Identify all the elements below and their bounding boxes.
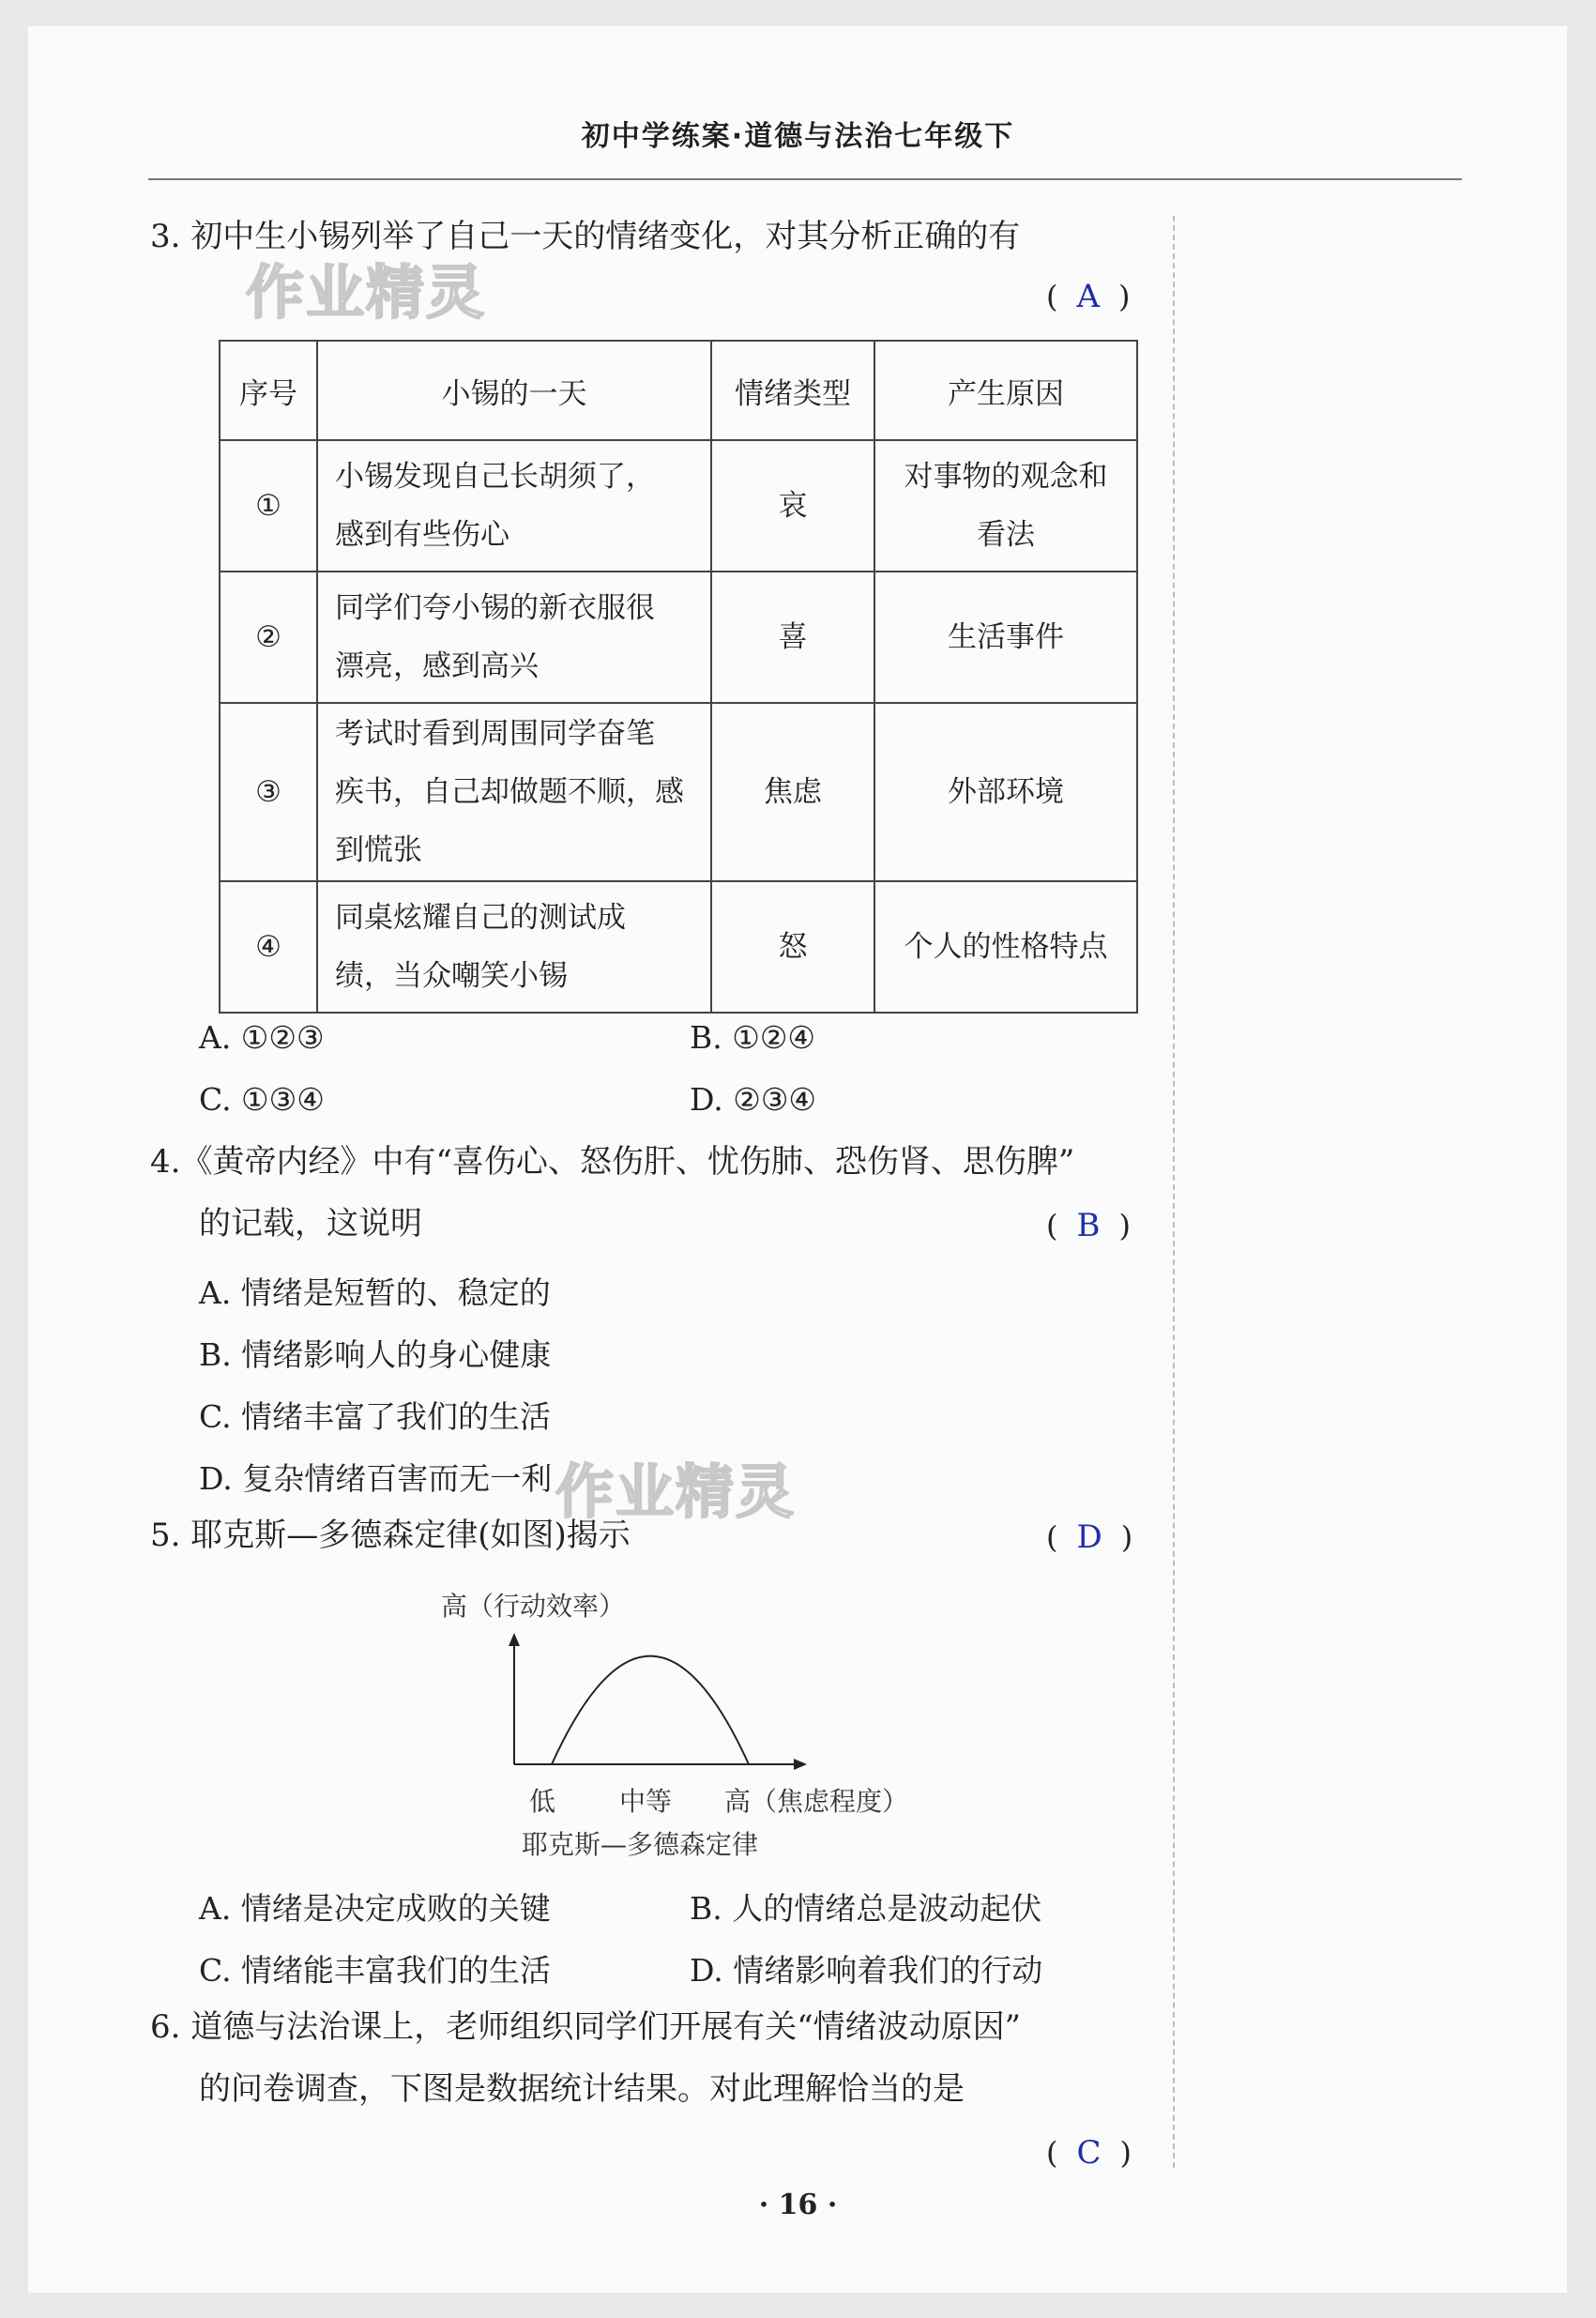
answer-letter: A <box>1076 278 1101 315</box>
table-header-cell: 序号 <box>220 341 317 440</box>
cause-cell: 外部环境 <box>874 703 1137 881</box>
question-3-answer: ( A ) <box>1046 278 1131 315</box>
question-4-stem: 4.《黄帝内经》中有“喜伤心、怒伤肝、忧伤肺、恐伤肾、思伤脾” <box>150 1143 1075 1181</box>
question-6-stem-cont: 的问卷调查，下图是数据统计结果。对此理解恰当的是 <box>199 2070 965 2108</box>
question-6-answer: ( C ) <box>1046 2134 1132 2172</box>
answer-letter: C <box>1076 2134 1102 2172</box>
q4-option-d: D. 复杂情绪百害而无一利 <box>199 1460 553 1497</box>
q4-option-b: B. 情绪影响人的身心健康 <box>199 1336 552 1373</box>
cause-cell <box>874 440 1137 572</box>
row-number: ② <box>220 572 317 703</box>
answer-letter: B <box>1076 1207 1101 1244</box>
cell-line: 看法 <box>977 518 1035 552</box>
q4-option-c: C. 情绪丰富了我们的生活 <box>199 1398 552 1435</box>
chart-x-axis-label: 高（焦虑程度） <box>724 1786 909 1817</box>
table-header-cell: 产生原因 <box>874 341 1137 440</box>
chart-x-tick-mid: 中等 <box>619 1786 673 1817</box>
cell-line: 绩，当众嘲笑小锡 <box>335 959 568 993</box>
day-cell <box>317 881 711 1013</box>
cell-line: 漂亮，感到高兴 <box>335 649 539 683</box>
row-number: ③ <box>220 703 317 881</box>
page-number: · 16 · <box>758 2188 838 2221</box>
cell-line: 疾书，自己却做题不顺，感 <box>335 775 684 809</box>
day-cell <box>317 440 711 572</box>
cell-line: 对事物的观念和 <box>904 460 1108 494</box>
answer-letter: D <box>1076 1518 1102 1556</box>
q3-option-d: D. ②③④ <box>690 1081 817 1118</box>
question-5-answer: ( D ) <box>1046 1518 1133 1556</box>
margin-dashed-line <box>1173 216 1175 2168</box>
emotion-table <box>219 340 1138 1014</box>
q3-option-a: A. ①②③ <box>199 1019 325 1056</box>
table-row <box>220 881 1137 1013</box>
emotion-type-cell: 焦虑 <box>711 703 874 881</box>
day-cell <box>317 703 711 881</box>
table-row <box>220 572 1137 703</box>
chart-title: 耶克斯—多德森定律 <box>522 1829 759 1860</box>
question-5-stem: 5. 耶克斯—多德森定律(如图)揭示 <box>150 1517 631 1554</box>
cell-line: 同学们夸小锡的新衣服很 <box>335 591 655 625</box>
cause-cell: 个人的性格特点 <box>874 881 1137 1013</box>
cell-line: 考试时看到周围同学奋笔 <box>335 717 655 751</box>
day-cell <box>317 572 711 703</box>
watermark: 作业精灵 <box>555 1457 797 1526</box>
question-3-stem: 3. 初中生小锡列举了自己一天的情绪变化，对其分析正确的有 <box>150 218 1021 255</box>
efficiency-curve <box>552 1656 749 1764</box>
table-row <box>220 440 1137 572</box>
q4-option-a: A. 情绪是短暂的、稳定的 <box>199 1274 551 1311</box>
cell-line: 感到有些伤心 <box>335 518 509 552</box>
emotion-type-cell: 喜 <box>711 572 874 703</box>
q5-option-a: A. 情绪是决定成败的关键 <box>199 1890 551 1927</box>
cause-cell: 生活事件 <box>874 572 1137 703</box>
x-axis-arrow <box>794 1759 807 1770</box>
cell-line: 小锡发现自己长胡须了， <box>335 460 655 494</box>
table-header-cell: 情绪类型 <box>711 341 874 440</box>
cell-line: 到慌张 <box>335 833 422 867</box>
question-4-answer: ( B ) <box>1046 1207 1131 1244</box>
cell-line: 同桌炫耀自己的测试成 <box>335 901 626 935</box>
page-header: 初中学练案·道德与法治七年级下 <box>581 120 1015 153</box>
emotion-type-cell: 怒 <box>711 881 874 1013</box>
yerkes-dodson-chart <box>488 1633 826 1792</box>
header-divider <box>148 178 1462 180</box>
chart-y-axis-label: 高（行动效率） <box>441 1591 626 1622</box>
chart-x-tick-low: 低 <box>529 1786 556 1817</box>
emotion-type-cell: 哀 <box>711 440 874 572</box>
q3-option-c: C. ①③④ <box>199 1081 325 1118</box>
q5-option-d: D. 情绪影响着我们的行动 <box>690 1952 1043 1989</box>
watermark: 作业精灵 <box>246 258 487 327</box>
y-axis-arrow <box>509 1633 520 1646</box>
q5-option-b: B. 人的情绪总是波动起伏 <box>690 1890 1042 1927</box>
row-number: ④ <box>220 881 317 1013</box>
q3-option-b: B. ①②④ <box>690 1019 815 1056</box>
table-header-row <box>220 341 1137 440</box>
question-4-stem-cont: 的记载，这说明 <box>199 1205 422 1243</box>
table-header-cell: 小锡的一天 <box>317 341 711 440</box>
table-row <box>220 703 1137 881</box>
question-6-stem: 6. 道德与法治课上，老师组织同学们开展有关“情绪波动原因” <box>150 2008 1022 2046</box>
row-number: ① <box>220 440 317 572</box>
q5-option-c: C. 情绪能丰富我们的生活 <box>199 1952 552 1989</box>
